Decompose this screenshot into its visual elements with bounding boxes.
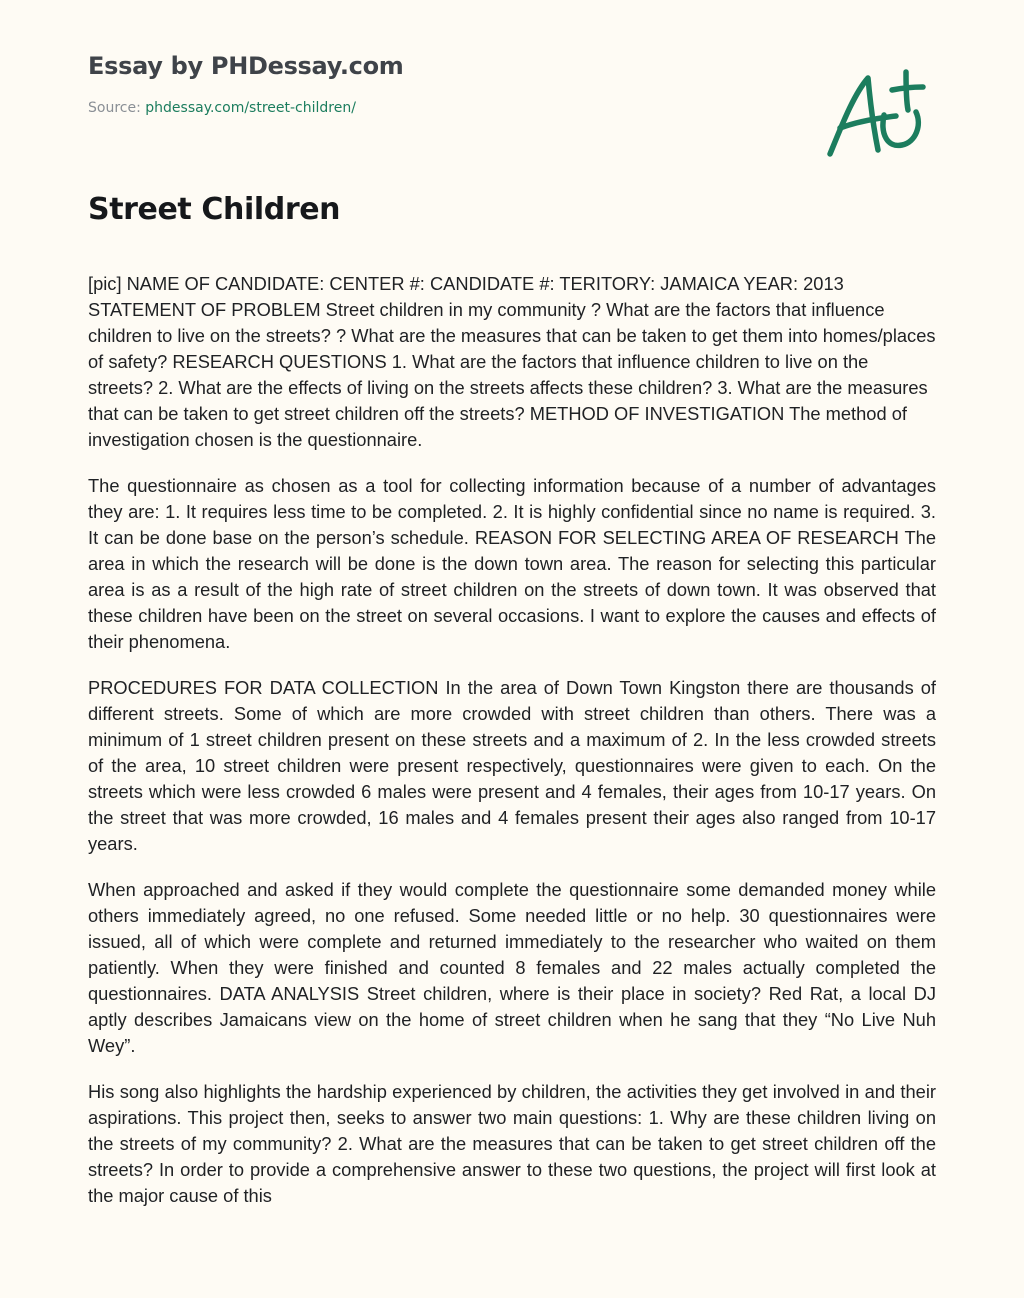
essay-paragraph: The questionnaire as chosen as a tool for collecting information because of a number of advantages they are: 1. It requires less time to be completed. 2. It is highly confidential since no name is required. 3. It can be done base on the person’s schedule. REASON FOR SELECTING AREA OF RESEARCH The area in which the research will be done is the down town area. The reason for selecting this particular area is as a result of the high rate of street children on the streets of down town. It was observed that these children have been on the street on several occasions. I want to explore the causes and effects of their phenomena.	[88, 475, 936, 652]
site-title: Essay by PHDessay.com	[88, 52, 404, 80]
document-title: Street Children	[88, 192, 341, 227]
source-line	[88, 98, 404, 118]
essay-paragraph: When approached and asked if they would complete the questionnaire some demanded money while others immediately agreed, no one refused. Some needed little or no help. 30 questionnaires were issued, all of which were complete and returned immediately to the researcher who waited on them patiently. When they were finished and counted 8 females and 22 males actually completed the questionnaires. DATA ANALYSIS Street children, where is their place in society? Red Rat, a local DJ aptly describes Jamaicans view on the home of street children when he sang that they “No Live Nuh Wey”.	[88, 879, 936, 1056]
essay-paragraph: His song also highlights the hardship experienced by children, the activities they get involved in and their aspirations. This project then, seeks to answer two main questions: 1. Why are these children living on the streets of my community? 2. What are the measures that can be taken to get street children off the streets? In order to provide a comprehensive answer to these two questions, the project will first look at the major cause of this	[88, 1081, 936, 1206]
site-header	[88, 48, 404, 118]
essay-paragraph: PROCEDURES FOR DATA COLLECTION In the area of Down Town Kingston there are thousands of different streets. Some of which are more crowded with street children than others. There was a minimum of 1 street children present on these streets and a maximum of 2. In the less crowded streets of the area, 10 street children were present respectively, questionnaires were given to each. On the streets which were less crowded 6 males were present and 4 females, their ages from 10-17 years. On the street that was more crowded, 16 males and 4 females present their ages also ranged from 10-17 years.	[88, 677, 936, 854]
essay-paragraph: [pic] NAME OF CANDIDATE: CENTER #: CANDIDATE #: TERITORY: JAMAICA YEAR: 2013 STATEMENT OF PROBLEM Street children in my community ? What are the factors that influence children to live on the streets? ? What are the measures that can be taken to get them into homes/places of safety? RESEARCH QUESTIONS 1. What are the factors that influence children to live on the streets? 2. What are the effects of living on the streets affects these children? 3. What are the measures that can be taken to get street children off the streets? METHOD OF INVESTIGATION The method of investigation chosen is the questionnaire.	[88, 273, 936, 450]
a-plus-grade-icon	[818, 60, 938, 165]
source-label: Source:	[88, 100, 146, 116]
source-link[interactable]: phdessay.com/street-children/	[145, 100, 356, 116]
essay-body	[88, 271, 936, 1253]
